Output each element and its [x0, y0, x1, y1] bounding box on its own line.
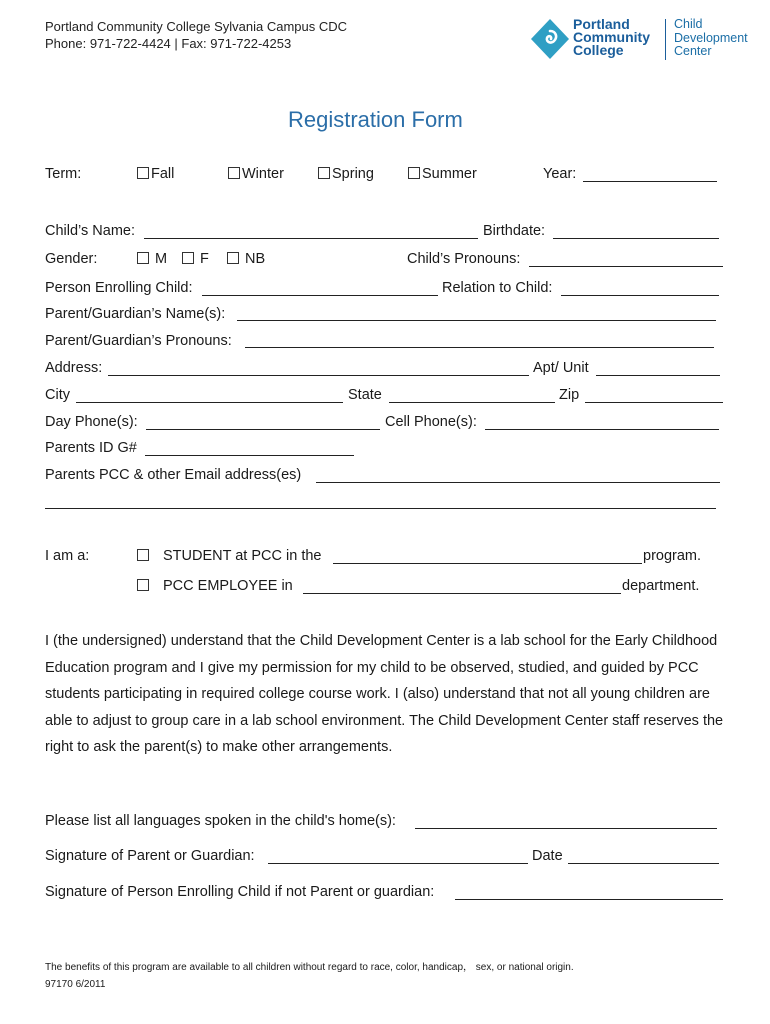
consent-statement: I (the undersigned) understand that the Child Development Center is a lab school for the Early Childhood Education program and I give my permission for my child to be observed, studied, and guided by PCC students participating in required college course work. I (also) understand that not all young children are able to adjust to group care in a lab school environment. The Child Development Center staff reserves the right to ask the parent(s) to make other arrangements.: [45, 633, 724, 755]
employee-department-field[interactable]: [303, 593, 621, 594]
date-label: Date: [532, 848, 563, 864]
cell-phone-label: Cell Phone(s):: [385, 414, 477, 430]
summer-checkbox[interactable]: [408, 167, 420, 179]
state-field[interactable]: [389, 402, 555, 403]
page-title: Registration Form: [288, 107, 463, 132]
relation-label: Relation to Child:: [442, 280, 553, 296]
logo-sub-line-1: Child: [674, 17, 703, 31]
term-winter-option[interactable]: [228, 166, 284, 182]
gender-nb-option[interactable]: [227, 251, 265, 267]
term-label: Term:: [45, 166, 82, 182]
email-label: Parents PCC & other Email address(es): [45, 467, 302, 483]
term-spring-option[interactable]: [318, 166, 374, 182]
winter-checkbox[interactable]: [228, 167, 240, 179]
address-label: Address:: [45, 360, 103, 376]
fall-checkbox[interactable]: [137, 167, 149, 179]
city-field[interactable]: [76, 402, 343, 403]
logo-name-line-2: Community: [573, 29, 650, 45]
date-field[interactable]: [568, 863, 719, 864]
student-suffix: program.: [643, 548, 702, 564]
languages-label: Please list all languages spoken in the child's home(s):: [45, 813, 396, 829]
nondiscrimination-notice: The benefits of this program are available to all children without regard to race, color, handicap， sex, or national origin.: [45, 962, 574, 973]
gender-f-option[interactable]: [182, 251, 209, 267]
spring-checkbox[interactable]: [318, 167, 330, 179]
person-enrolling-label: Person Enrolling Child:: [45, 280, 193, 296]
employee-label: PCC EMPLOYEE in: [163, 578, 293, 594]
gender-label: Gender:: [45, 251, 98, 267]
term-fall-option[interactable]: [137, 166, 174, 182]
term-fall-label: Fall: [151, 166, 175, 182]
employee-suffix: department.: [622, 578, 700, 594]
childs-name-field[interactable]: [144, 238, 478, 239]
form-code: 97170 6/2011: [45, 979, 106, 990]
logo-name-line-1: Portland: [573, 16, 630, 32]
gender-m-checkbox[interactable]: [137, 252, 149, 264]
gender-m-label: M: [155, 251, 168, 267]
guardian-names-label: Parent/Guardian’s Name(s):: [45, 306, 226, 322]
header-line-1: Portland Community College Sylvania Campus CDC: [45, 19, 348, 34]
birthdate-label: Birthdate:: [483, 223, 546, 239]
guardian-pronouns-field[interactable]: [245, 347, 714, 348]
signature-enroller-field[interactable]: [455, 899, 723, 900]
childs-pronouns-label: Child’s Pronouns:: [407, 251, 521, 267]
birthdate-field[interactable]: [553, 238, 719, 239]
parents-id-field[interactable]: [145, 455, 354, 456]
state-label: State: [348, 387, 382, 403]
logo-name-line-3: College: [573, 42, 624, 58]
employee-option[interactable]: [137, 578, 151, 594]
email-field-continued[interactable]: [45, 508, 716, 509]
guardian-pronouns-label: Parent/Guardian’s Pronouns:: [45, 333, 232, 349]
term-summer-label: Summer: [422, 166, 477, 182]
parents-id-label: Parents ID G#: [45, 440, 137, 456]
childs-name-label: Child’s Name:: [45, 223, 135, 239]
gender-nb-label: NB: [245, 251, 266, 267]
relation-field[interactable]: [561, 295, 719, 296]
gender-f-label: F: [200, 251, 209, 267]
email-field[interactable]: [316, 482, 720, 483]
year-field[interactable]: [583, 181, 717, 182]
city-label: City: [45, 387, 70, 403]
student-option[interactable]: [137, 548, 151, 564]
logo-sub-line-3: Center: [674, 44, 712, 58]
employee-checkbox[interactable]: [137, 579, 149, 591]
address-field[interactable]: [108, 375, 529, 376]
zip-label: Zip: [559, 387, 580, 403]
gender-nb-checkbox[interactable]: [227, 252, 239, 264]
childs-pronouns-field[interactable]: [529, 266, 723, 267]
logo-sub-line-2: Development: [674, 30, 748, 45]
languages-field[interactable]: [415, 828, 717, 829]
guardian-names-field[interactable]: [237, 320, 716, 321]
signature-parent-field[interactable]: [268, 863, 528, 864]
logo-divider: [665, 19, 666, 60]
term-winter-label: Winter: [242, 166, 284, 182]
signature-parent-label: Signature of Parent or Guardian:: [45, 848, 255, 864]
gender-f-checkbox[interactable]: [182, 252, 194, 264]
header-line-2: Phone: 971-722-4424 | Fax: 971-722-4253: [45, 36, 292, 51]
day-phone-label: Day Phone(s):: [45, 414, 138, 430]
person-enrolling-field[interactable]: [202, 295, 438, 296]
apt-label: Apt/ Unit: [533, 360, 589, 376]
year-label: Year:: [543, 166, 577, 182]
day-phone-field[interactable]: [146, 429, 380, 430]
zip-field[interactable]: [585, 402, 723, 403]
pcc-swirl-icon: [530, 18, 570, 60]
student-label: STUDENT at PCC in the: [163, 548, 322, 564]
iam-label: I am a:: [45, 548, 90, 564]
signature-enroller-label: Signature of Person Enrolling Child if not Parent or guardian:: [45, 884, 435, 900]
student-checkbox[interactable]: [137, 549, 149, 561]
pcc-logo: [530, 16, 755, 64]
term-spring-label: Spring: [332, 166, 374, 182]
gender-m-option[interactable]: [137, 251, 167, 267]
term-summer-option[interactable]: [408, 166, 477, 182]
cell-phone-field[interactable]: [485, 429, 719, 430]
student-program-field[interactable]: [333, 563, 642, 564]
apt-field[interactable]: [596, 375, 720, 376]
